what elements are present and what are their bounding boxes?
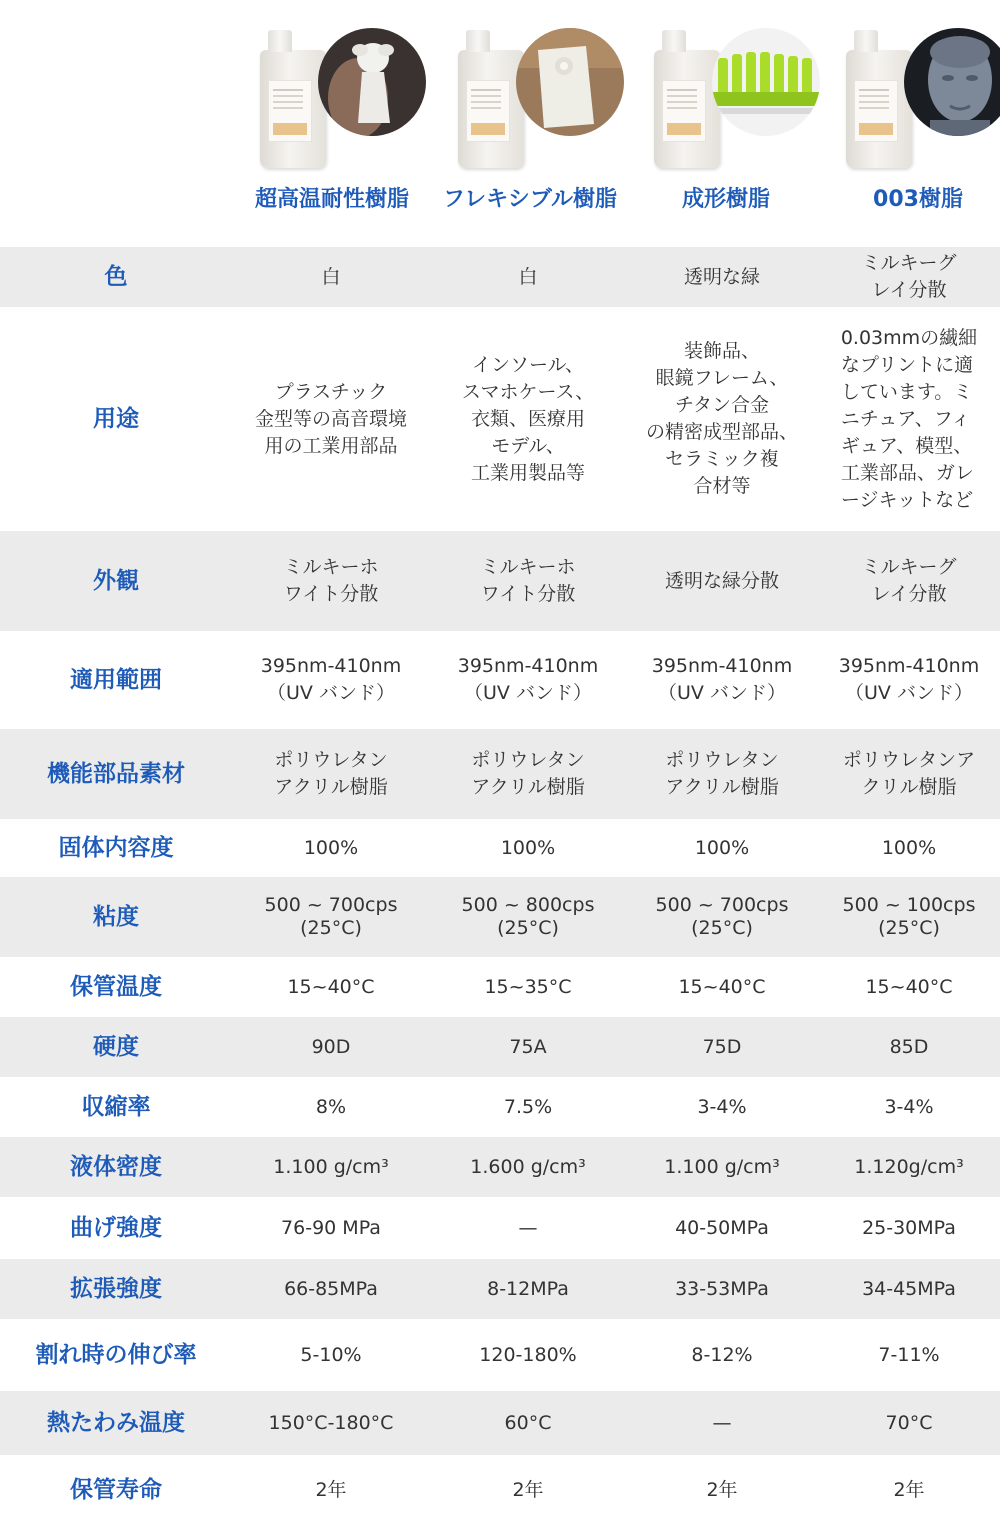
product-name-4: 003樹脂: [873, 187, 963, 212]
table-cell: 15~40°C: [865, 975, 953, 998]
table-row-heat-deflection: [0, 1391, 1000, 1455]
table-cell: ポリウレタンア クリル樹脂: [842, 749, 976, 798]
table-row-storage-temp: [0, 957, 1000, 1017]
resin-bottle-icon: [846, 50, 912, 168]
table-cell: 100%: [303, 836, 359, 859]
table-cell: 90D: [311, 1035, 351, 1058]
table-cell: 66-85MPa: [284, 1277, 378, 1300]
table-cell: 1.100 g/cm³: [664, 1155, 780, 1178]
grey-bust-photo: [904, 28, 1000, 136]
table-cell: 150°C-180°C: [268, 1411, 394, 1434]
table-row-range: [0, 631, 1000, 729]
product-column-3: [626, 0, 826, 247]
product-image-1: [232, 28, 432, 178]
resin-bottle-icon: [260, 50, 326, 168]
table-cell: 15~35°C: [484, 975, 572, 998]
table-cell: 70°C: [885, 1411, 933, 1434]
table-cell: 120-180%: [479, 1343, 577, 1366]
row-label: 保管寿命: [70, 1476, 162, 1503]
table-cell: プラスチック 金型等の高音環境 用の工業用部品: [254, 380, 407, 457]
table-cell: 8%: [315, 1095, 347, 1118]
table-cell: 1.100 g/cm³: [273, 1155, 389, 1178]
table-cell: 白: [321, 265, 341, 288]
table-row-color: [0, 247, 1000, 307]
table-cell: 7-11%: [878, 1343, 940, 1366]
row-label: 保管温度: [70, 973, 162, 1000]
table-row-elongation: [0, 1319, 1000, 1391]
row-label: 収縮率: [81, 1093, 151, 1120]
table-cell: 25-30MPa: [862, 1216, 956, 1239]
table-cell: 白: [518, 265, 538, 288]
table-cell: 395nm-410nm （UV バンド）: [838, 655, 980, 704]
table-cell: 100%: [694, 836, 750, 859]
table-cell: 40-50MPa: [675, 1216, 769, 1239]
resin-bottle-icon: [654, 50, 720, 168]
row-label: 熱たわみ温度: [47, 1409, 185, 1436]
row-label: 用途: [93, 405, 139, 432]
row-label: 適用範囲: [70, 666, 162, 693]
table-cell: 2年: [512, 1478, 544, 1501]
flexible-part-photo: [516, 28, 624, 136]
table-cell: 100%: [881, 836, 937, 859]
row-label: 硬度: [93, 1033, 139, 1060]
table-cell: 2年: [315, 1478, 347, 1501]
product-column-4: [818, 0, 1000, 247]
table-cell: 34-45MPa: [862, 1277, 956, 1300]
table-row-tensile-strength: [0, 1259, 1000, 1319]
table-cell: 2年: [706, 1478, 738, 1501]
table-row-usage: [0, 307, 1000, 531]
table-cell: 75D: [702, 1035, 742, 1058]
table-cell: インソール、 スマホケース、 衣類、医療用 モデル、 工業用製品等: [461, 353, 595, 484]
product-image-2: [430, 28, 630, 178]
table-cell: ポリウレタン アクリル樹脂: [274, 749, 388, 798]
table-cell: 395nm-410nm （UV バンド）: [457, 655, 599, 704]
table-cell: —: [712, 1411, 732, 1434]
product-header: [0, 0, 1000, 247]
table-cell: ミルキーホ ワイト分散: [283, 556, 379, 605]
table-cell: 3-4%: [697, 1095, 747, 1118]
table-cell: 1.600 g/cm³: [470, 1155, 586, 1178]
table-cell: ポリウレタン アクリル樹脂: [665, 749, 779, 798]
table-cell: ミルキーグ レイ分散: [861, 556, 957, 605]
white-figure-photo: [318, 28, 426, 136]
table-cell: 8-12MPa: [487, 1277, 569, 1300]
table-cell: 500 ~ 100cps (25°C): [842, 894, 976, 939]
table-cell: 76-90 MPa: [281, 1216, 381, 1239]
table-cell: 100%: [500, 836, 556, 859]
product-image-4: [818, 28, 1000, 178]
row-label: 粘度: [93, 903, 139, 930]
row-label: 液体密度: [70, 1153, 162, 1180]
row-label: 割れ時の伸び率: [35, 1341, 197, 1368]
table-cell: 15~40°C: [678, 975, 766, 998]
table-cell: 透明な緑分散: [664, 569, 779, 592]
row-label: 拡張強度: [70, 1275, 162, 1302]
product-name-3: 成形樹脂: [681, 187, 770, 212]
table-cell: 2年: [893, 1478, 925, 1501]
table-cell: 0.03mmの繊細 なプリントに適 しています。ミ ニチュア、フィ ギュア、模型、 工業部品、ガレ ージキットなど: [840, 326, 978, 511]
table-cell: 500 ~ 700cps (25°C): [264, 894, 398, 939]
table-cell: 5-10%: [300, 1343, 362, 1366]
table-cell: 500 ~ 700cps (25°C): [655, 894, 789, 939]
product-column-1: [232, 0, 432, 247]
table-cell: 15~40°C: [287, 975, 375, 998]
table-cell: 60°C: [504, 1411, 552, 1434]
row-label: 固体内容度: [58, 834, 174, 861]
table-row-shrinkage: [0, 1077, 1000, 1137]
row-label: 外観: [93, 567, 139, 594]
table-cell: 8-12%: [691, 1343, 753, 1366]
green-parts-photo: [712, 28, 820, 136]
table-cell: 1.120g/cm³: [854, 1155, 964, 1178]
row-label: 曲げ強度: [70, 1214, 162, 1241]
resin-bottle-icon: [458, 50, 524, 168]
table-cell: —: [518, 1216, 538, 1239]
table-cell: 3-4%: [884, 1095, 934, 1118]
table-cell: 500 ~ 800cps (25°C): [461, 894, 595, 939]
table-cell: 395nm-410nm （UV バンド）: [260, 655, 402, 704]
table-row-solid-content: [0, 819, 1000, 877]
table-cell: 透明な緑: [683, 265, 760, 288]
table-cell: 7.5%: [503, 1095, 553, 1118]
table-row-appearance: [0, 531, 1000, 631]
table-cell: 75A: [509, 1035, 547, 1058]
spec-table: [0, 247, 1000, 1525]
table-cell: ミルキーグ レイ分散: [861, 252, 957, 301]
table-cell: 395nm-410nm （UV バンド）: [651, 655, 793, 704]
table-row-material: [0, 729, 1000, 819]
row-label: 機能部品素材: [47, 760, 185, 787]
product-name-2: フレキシブル樹脂: [442, 187, 618, 212]
table-cell: ミルキーホ ワイト分散: [480, 556, 576, 605]
product-name-1: 超高温耐性樹脂: [254, 187, 409, 212]
table-cell: ポリウレタン アクリル樹脂: [471, 749, 585, 798]
table-row-viscosity: [0, 877, 1000, 957]
table-cell: 85D: [889, 1035, 929, 1058]
table-row-hardness: [0, 1017, 1000, 1077]
product-image-3: [626, 28, 826, 178]
table-row-shelf-life: [0, 1455, 1000, 1525]
table-cell: 33-53MPa: [675, 1277, 769, 1300]
table-cell: 装飾品、 眼鏡フレーム、 チタン合金 の精密成型部品、 セラミック複 合材等: [645, 340, 798, 497]
table-row-bending-strength: [0, 1197, 1000, 1259]
product-column-2: [430, 0, 630, 247]
table-row-density: [0, 1137, 1000, 1197]
row-label: 色: [104, 263, 128, 290]
